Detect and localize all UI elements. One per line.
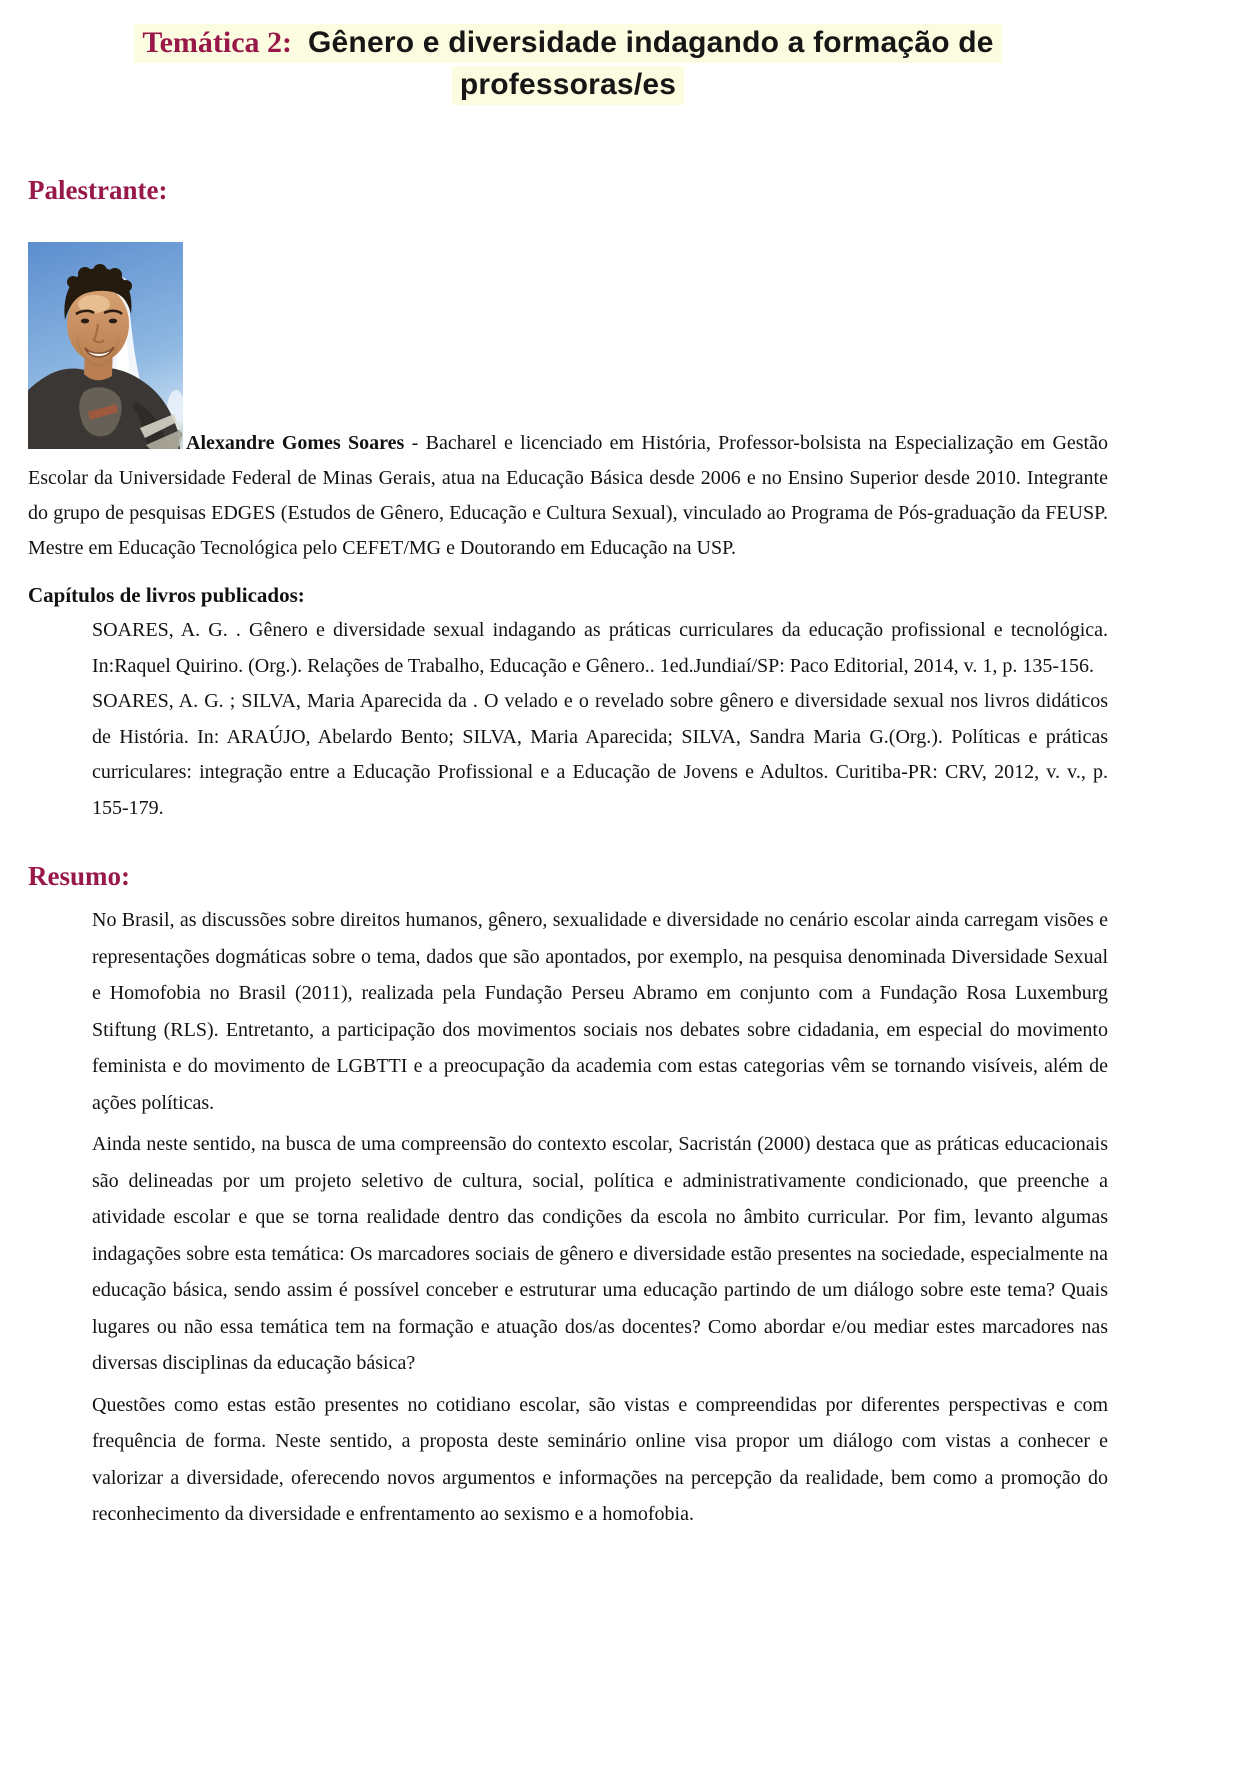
reference-item-1: SOARES, A. G. . Gênero e diversidade sexual indagando as práticas curriculares da educação profissional e tecnológica. In:Raquel Quirino. (Org.). Relações de Trabalho, Educação e Gênero.. 1ed.Jundiaí/SP: Paco Editorial, 2014, v. 1, p. 135-156. (92, 619, 1108, 677)
heading-resumo: Resumo: (28, 861, 130, 891)
speaker-bio-text: - Bacharel e licenciado em História, Professor-bolsista na Especialização em Gestão Escolar da Universidade Federal de Minas Gerais, atua na Educação Básica desde 2006 e no Ensino Superior desde 2010. Integrante do grupo de pesquisas EDGES (Estudos de Gênero, Educação e Cultura Sexual), vinculado ao Programa de Pós-graduação da FEUSP. Mestre em Educação Tecnológica pelo CEFET/MG e Doutorando em Educação na USP. (28, 432, 1108, 559)
speaker-bio-paragraph (28, 242, 1108, 566)
document-page (0, 22, 1241, 1776)
title-main-line1: Gênero e diversidade indagando a formação de (308, 26, 994, 59)
speaker-photo (28, 242, 183, 449)
heading-capitulos: Capítulos de livros publicados: (28, 583, 305, 607)
page-title (28, 22, 1108, 106)
abstract-paragraph-2: Ainda neste sentido, na busca de uma compreensão do contexto escolar, Sacristán (2000) destaca que as práticas educacionais são delineadas por um projeto seletivo de cultura, social, política e administrativamente condicionado, que preenche a atividade escolar e que se torna realidade dentro das condições da escola no âmbito curricular. Por fim, levanto algumas indagações sobre esta temática: Os marcadores sociais de gênero e diversidade estão presentes na sociedade, especialmente na educação básica, sendo assim é possível conceber e estruturar uma educação partindo de um diálogo sobre este tema? Quais lugares ou não essa temática tem na formação e atuação dos/as docentes? Como abordar e/ou mediar estes marcadores nas diversas disciplinas da educação básica? (92, 1133, 1108, 1374)
title-main-line2: professoras/es (452, 66, 684, 105)
speaker-name: Alexandre Gomes Soares (186, 432, 405, 454)
abstract-paragraph-1: No Brasil, as discussões sobre direitos humanos, gênero, sexualidade e diversidade no cenário escolar ainda carregam visões e representações dogmáticas sobre o tema, dados que são apontados, por exemplo, na pesquisa denominada Diversidade Sexual e Homofobia no Brasil (2011), realizada pela Fundação Perseu Abramo em conjunto com a Fundação Rosa Luxemburg Stiftung (RLS). Entretanto, a participação dos movimentos sociais nos debates sobre cidadania, em especial do movimento feminista e do movimento de LGBTTI e a preocupação da academia com estas categorias vêm se tornando visíveis, além de ações políticas. (92, 909, 1108, 1114)
heading-palestrante: Palestrante: (28, 175, 168, 205)
page-content (28, 22, 1108, 1533)
reference-item-2: SOARES, A. G. ; SILVA, Maria Aparecida da . O velado e o revelado sobre gênero e diversidade sexual nos livros didáticos de História. In: ARAÚJO, Abelardo Bento; SILVA, Maria Aparecida; SILVA, Sandra Maria G.(Org.). Políticas e práticas curriculares: integração entre a Educação Profissional e a Educação de Jovens e Adultos. Curitiba-PR: CRV, 2012, v. v., p. 155-179. (92, 690, 1108, 819)
abstract-section (28, 902, 1108, 1533)
photo-eyes (81, 319, 89, 324)
abstract-paragraph-3: Questões como estas estão presentes no cotidiano escolar, são vistas e compreendidas por diferentes perspectivas e com frequência de forma. Neste sentido, a proposta deste seminário online visa propor um diálogo com vistas a conhecer e valorizar a diversidade, oferecendo novos argumentos e informações na percepção da realidade, bem como a promoção do reconhecimento da diversidade e enfrentamento ao sexismo e a homofobia. (92, 1393, 1108, 1525)
title-line1 (134, 24, 1001, 63)
title-prefix: Temática 2: (142, 26, 293, 59)
